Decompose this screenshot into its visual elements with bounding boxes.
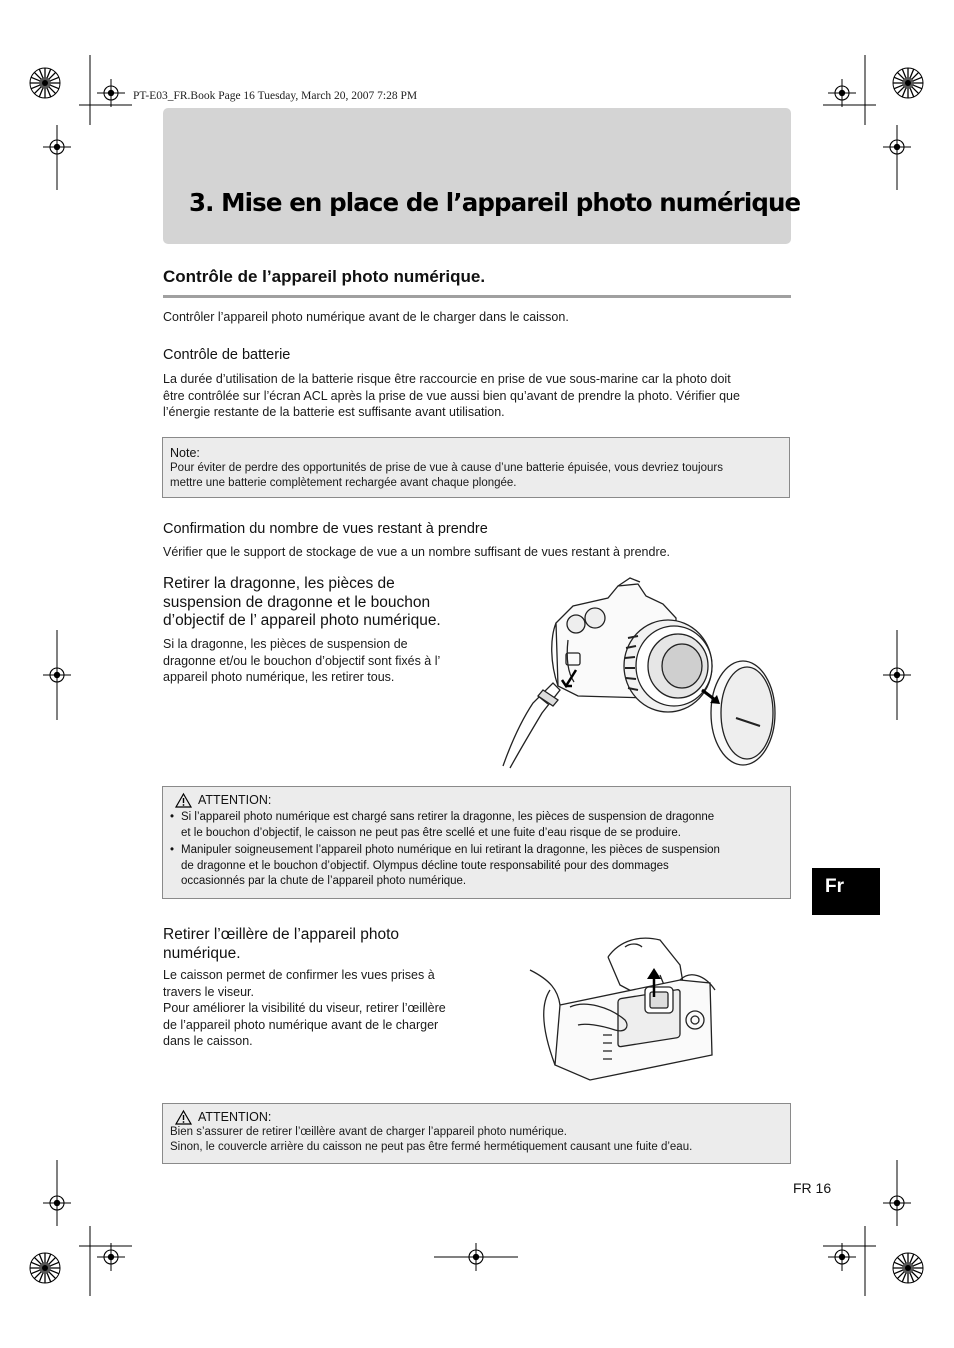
attention-bullet-list (170, 810, 782, 890)
attention-box-strap (162, 786, 791, 899)
attention-bullet-line: occasionnés par la chute de l’appareil photo numérique. (181, 875, 467, 887)
strap-heading (163, 575, 441, 631)
strap-text-line: dragonne et/ou le bouchon d’objectif sont fixés à l’ (163, 653, 441, 668)
attention-header (175, 1109, 782, 1125)
attention-bullet (170, 810, 782, 841)
eyecup-text-line: de l’appareil photo numérique avant de le charger (163, 1017, 439, 1032)
strap-text (163, 636, 440, 686)
battery-line: La durée d’utilisation de la batterie risque être raccourcie en prise de vue sous-marine car la photo doit (163, 372, 731, 386)
attention-bullet-line: • Si l’appareil photo numérique est chargé sans retirer la dragonne, les pièces de suspension de dragonne (181, 811, 715, 823)
language-tab: Fr (812, 868, 880, 915)
note-title: Note: (170, 446, 200, 460)
note-line: mettre une batterie complètement rechargée avant chaque plongée. (170, 477, 517, 489)
intro-text: Contrôler l’appareil photo numérique avant de le charger dans le caisson. (163, 310, 569, 324)
eyecup-text (163, 967, 446, 1050)
attention-line: Bien s’assurer de retirer l’œillère avant de charger l’appareil photo numérique. (170, 1126, 567, 1138)
chapter-title-banner (163, 108, 801, 244)
attention-title: ATTENTION: (198, 793, 272, 807)
attention-line: Sinon, le couvercle arrière du caisson ne peut pas être fermé hermétiquement causant une fuite d’eau. (170, 1141, 693, 1153)
strap-text-line: Si la dragonne, les pièces de suspension de (163, 637, 408, 651)
eyecup-heading-line: numérique. (163, 944, 241, 962)
warning-triangle-icon (175, 793, 192, 808)
strap-heading-line: Retirer la dragonne, les pièces de (163, 575, 395, 592)
attention-bullet (170, 843, 782, 890)
eyecup-heading (163, 926, 399, 963)
eyecup-text-line: Pour améliorer la visibilité du viseur, retirer l’œillère (163, 1001, 446, 1015)
strap-text-line: appareil photo numérique, les retirer tous. (163, 670, 395, 684)
section-title: Contrôle de l’appareil photo numérique. (163, 267, 791, 298)
warning-triangle-icon (175, 1110, 192, 1125)
attention-box-eyecup (162, 1103, 791, 1164)
note-box (162, 437, 790, 498)
attention-title: ATTENTION: (198, 1110, 272, 1124)
camera-lens-cap-illustration (498, 578, 788, 770)
note-line: Pour éviter de perdre des opportunités de prise de vue à cause d’une batterie épuisée, vous devriez toujours (170, 462, 723, 474)
eyecup-removal-illustration (530, 935, 720, 1085)
eyecup-heading-line: Retirer l’œillère de l’appareil photo (163, 926, 400, 943)
strap-heading-line: suspension de dragonne et le bouchon (163, 593, 431, 611)
battery-heading: Contrôle de batterie (163, 347, 291, 363)
shots-heading: Confirmation du nombre de vues restant à prendre (163, 521, 488, 537)
shots-text: Vérifier que le support de stockage de vue a un nombre suffisant de vues restant à prendre. (163, 545, 671, 559)
attention-header (175, 792, 782, 808)
attention-bullet-line: de dragonne et le bouchon d’objectif. Olympus décline toute responsabilité pour des dommages (181, 859, 669, 872)
chapter-title: 3. Mise en place de l’appareil photo numérique (189, 188, 801, 217)
eyecup-text-line: travers le viseur. (163, 984, 255, 999)
eyecup-text-line: Le caisson permet de confirmer les vues prises à (163, 968, 435, 982)
battery-line: l’énergie restante de la batterie est suffisante avant utilisation. (163, 405, 505, 419)
attention-bullet-line: • Manipuler soigneusement l’appareil photo numérique en lui retirant la dragonne, les pièces de suspension (181, 844, 720, 856)
battery-line: être contrôlée sur l’écran ACL après la prise de vue aussi bien qu’avant de prendre la photo. Vérifier que (163, 388, 740, 403)
battery-text (163, 371, 793, 421)
strap-heading-line: d’objectif de l’ appareil photo numérique. (163, 612, 441, 629)
attention-bullet-line: et le bouchon d’objectif, le caisson ne peut pas être scellé et une fuite d’eau risque de se produire. (181, 826, 681, 839)
eyecup-text-line: dans le caisson. (163, 1034, 253, 1048)
print-header-line: PT-E03_FR.Book Page 16 Tuesday, March 20, 2007 7:28 PM (133, 90, 418, 102)
page-number: FR 16 (793, 1180, 832, 1196)
